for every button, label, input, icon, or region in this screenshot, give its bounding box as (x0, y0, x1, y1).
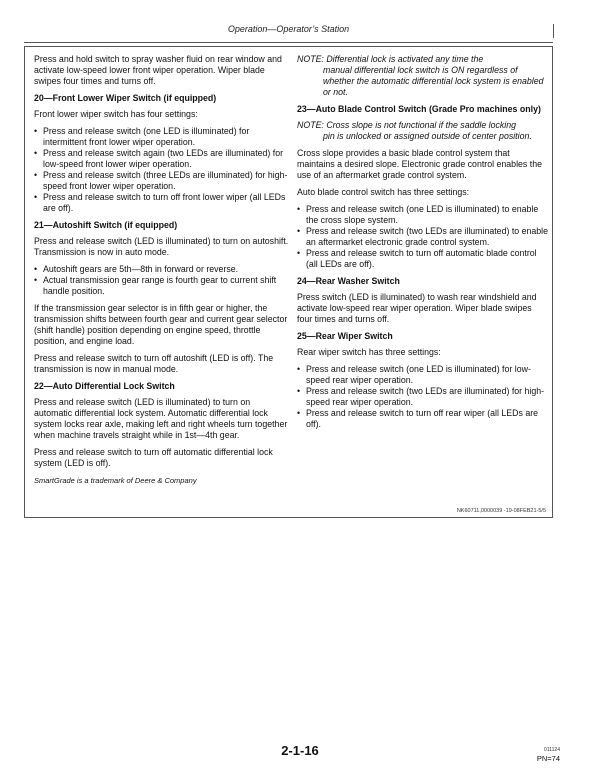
list-item: • Press and release switch (one LED is illuminated) to enable the cross slope system. (297, 204, 549, 226)
section-21-paragraph: Press and release switch to turn off autoshift (LED is off). The transmission is now in manual mode. (34, 353, 274, 374)
list-item: • Press and release switch to turn off rear wiper (all LEDs are off). (297, 408, 549, 430)
section-22-paragraph: Press and release switch (LED is illuminated) to turn on automatic differential lock system. Automatic differential lock system locks rear axle, making left and right wheels turn together when machine travels straight while in 1st—4th gear. (34, 397, 288, 440)
washer-paragraph: Press and hold switch to spray washer fluid on rear window and activate low-speed lower front wiper operation. Wiper blade swipes four times and turns off. (34, 54, 282, 86)
section-23-paragraph: Cross slope provides a basic blade control system that maintains a desired slope. Electronic grade control enables the use of an aftermarket grade control system. (297, 148, 542, 180)
cross-slope-note (297, 120, 549, 142)
list-item: • Press and release switch to turn off front lower wiper (all LEDs are off). (34, 192, 290, 214)
section-21-paragraph: Press and release switch (LED is illuminated) to turn on autoshift. Transmission is now in auto mode. (34, 236, 289, 257)
document-reference: NK60711,0000039 -19-08FEB21-5/5 (456, 508, 546, 514)
note-continuation: manual differential lock switch is ON regardless of whether the automatic differential lock system is enabled or not. (323, 65, 544, 97)
list-item: • Press and release switch again (two LEDs are illuminated) for low-speed front lower wiper operation. (34, 148, 290, 170)
section-20-intro: Front lower wiper switch has four settings: (34, 109, 198, 119)
trademark-note: SmartGrade is a trademark of Deere & Company (34, 476, 197, 485)
note-lead: NOTE: Cross slope is not functional if the saddle locking (297, 120, 517, 130)
left-column (34, 54, 290, 486)
note-lead: NOTE: Differential lock is activated any time the (297, 54, 484, 64)
section-25-intro: Rear wiper switch has three settings: (297, 347, 441, 357)
section-23-intro: Auto blade control switch has three settings: (297, 187, 470, 197)
list-item: • Press and release switch (two LEDs are illuminated) for high-speed rear wiper operation. (297, 386, 549, 408)
section-24-paragraph: Press switch (LED is illuminated) to wash rear windshield and activate low-speed rear wiper operation. Wiper blade swipes four times and turns off. (297, 292, 537, 324)
section-22-title: 22—Auto Differential Lock Switch (34, 381, 175, 391)
differential-lock-note (297, 54, 549, 98)
note-continuation: pin is unlocked or assigned outside of center position. (323, 131, 532, 141)
list-item: • Press and release switch to turn off automatic blade control (all LEDs are off). (297, 248, 549, 270)
list-item: • Press and release switch (one LED is illuminated) for intermittent front lower wiper operation. (34, 126, 290, 148)
list-item: • Actual transmission gear range is fourth gear to current shift handle position. (34, 275, 290, 297)
footer-code: 011124 (544, 747, 560, 753)
right-column (297, 54, 549, 436)
section-21-title: 21—Autoshift Switch (if equipped) (34, 220, 178, 230)
section-20-title: 20—Front Lower Wiper Switch (if equipped) (34, 93, 217, 103)
section-20-list (34, 126, 290, 214)
section-21-list (34, 264, 290, 297)
list-item: • Press and release switch (two LEDs are illuminated) to enable an aftermarket electronic grade control system. (297, 226, 549, 248)
section-23-list (297, 204, 549, 270)
list-item: • Autoshift gears are 5th—8th in forward or reverse. (34, 264, 290, 275)
running-header: Operation—Operator’s Station (24, 24, 554, 38)
section-24-title: 24—Rear Washer Switch (297, 276, 400, 286)
page-number: 2-1-16 (281, 743, 319, 758)
section-22-paragraph: Press and release switch to turn off automatic differential lock system (LED is off). (34, 447, 273, 468)
footer-pn: PN=74 (536, 754, 560, 763)
list-item: • Press and release switch (one LED is illuminated) for low-speed rear wiper operation. (297, 364, 549, 386)
section-23-title: 23—Auto Blade Control Switch (Grade Pro machines only) (297, 104, 541, 114)
section-25-title: 25—Rear Wiper Switch (297, 331, 393, 341)
section-21-paragraph: If the transmission gear selector is in fifth gear or higher, the transmission shifts between fourth gear and current gear selector (shift handle) position depending on engine speed, throttle position, and engine load. (34, 303, 288, 346)
section-25-list (297, 364, 549, 430)
list-item: • Press and release switch (three LEDs are illuminated) for high-speed front lower wiper operation. (34, 170, 290, 192)
header-rule (24, 42, 553, 43)
